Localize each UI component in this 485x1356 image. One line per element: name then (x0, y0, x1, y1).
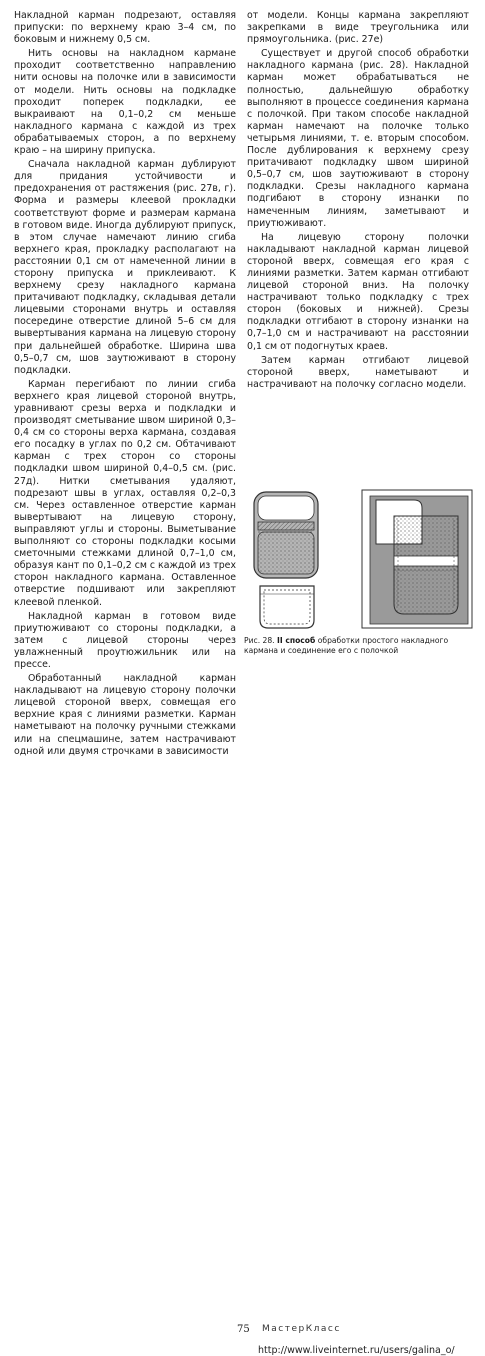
front-panel-drawing (362, 490, 472, 628)
pocket-illustration (244, 486, 476, 631)
left-text-column (14, 10, 236, 758)
magazine-name: МастерКласс (262, 1324, 341, 1334)
finished-pocket-drawing (260, 586, 314, 628)
paragraph: Накладной карман в готовом виде приутюживают со стороны подкладки, а затем с лицевой стороны через увлажненный проутюжильник или на прессе. (14, 610, 236, 670)
paragraph: Обработанный накладной карман накладывают на лицевую сторону полочки лицевой стороной вверх, совмещая его верхние края с линиями разметки. Карман наметывают на полочку ручными стежками или на спецмашине, затем настрачивают одной или двумя строчками в зависимости (14, 673, 236, 757)
paragraph: На лицевую сторону полочки накладывают накладной карман лицевой стороной вверх, совмещая его края с линиями разметки. Затем карман отгибают лицевой стороной вниз. На полочку настрачивают только подкладку с трех сторон (боковых и нижней). Срезы подкладки отгибают в сторону изнанки на 0,7–1,0 см и настрачивают на расстоянии 0,1 см от подогнутых краев. (247, 231, 469, 352)
paragraph: Существует и другой способ обработки накладного кармана (рис. 28). Накладной карман может обрабатываться не полностью, дальнейшую обработку выполняют в процессе соединения кармана с полочкой. При таком способе накладной карман намечают на полочке только четырьмя линиями, т. е. вторым способом. После дублирования к верхнему срезу притачивают подкладку швом шириной 0,5–0,7 см, шов заутюживают в сторону подкладки. Срезы накладного кармана подгибают в сторону изнанки по намеченным линиям, заметывают и приутюживают. (247, 48, 469, 229)
paragraph: Сначала накладной карман дублируют для придания устойчивости и предохранения от растяжения (рис. 27в, г). Форма и размеры клеевой прокладки соответствуют форме и размерам кармана в готовом виде. Иногда дублируют припуск, в этом случае намечают линию сгиба верхнего края, прокладку располагают на расстоянии 0,1 см от намеченной линии в сторону припуска и приклеивают. К верхнему срезу накладного кармана притачивают подкладку, складывая детали лицевыми сторонами внутрь и оставляя посередине отверстие длиной 5–6 см для вывертывания кармана на лицевую сторону при дальнейшей обработке. Ширина шва 0,5–0,7 см, шов заутюживают в сторону подкладки. (14, 159, 236, 376)
figure-caption (244, 636, 466, 656)
caption-text: обработки простого накладного кармана и соединение его с полочкой (244, 636, 449, 655)
page-number: 75 (237, 1324, 250, 1335)
caption-bold: II способ (277, 636, 316, 645)
paragraph: Накладной карман подрезают, оставляя припуски: по верхнему краю 3–4 см, по боковым и нижнему 0,5 см. (14, 10, 236, 46)
caption-label: Рис. 28. (244, 636, 275, 645)
paragraph: Нить основы на накладном кармане проходит соответственно направлению нити основы на полочке или в зависимости от модели. Нить основы на подкладке проходит поперек подкладки, ее выкраивают на 0,1–0,2 см меньше накладного кармана с каждой из трех обрабатываемых сторон, а по верхнему краю – на ширину припуска. (14, 48, 236, 157)
pocket-lining-drawing (254, 492, 318, 578)
paragraph: от модели. Концы кармана закрепляют закрепками в виде треугольника или прямоугольника. (рис. 27е) (247, 10, 469, 46)
source-url[interactable]: http://www.liveinternet.ru/users/galina_o/ (258, 1345, 455, 1356)
paragraph: Затем карман отгибают лицевой стороной вверх, наметывают и настрачивают на полочку согласно модели. (247, 354, 469, 390)
right-text-column (247, 10, 469, 391)
paragraph: Карман перегибают по линии сгиба верхнего края лицевой стороной внутрь, уравнивают срезы верха и подкладки и производят сметывание швом шириной 0,3–0,4 см со стороны верха кармана, создавая его посадку в углах по 0,2 см. Обтачивают карман с трех сторон со стороны подкладки швом шириной 0,4–0,5 см. (рис. 27д). Нитки сметывания удаляют, подрезают швы в углах, оставляя 0,2–0,3 см. Через оставленное отверстие карман вывертывают на лицевую сторону, выправляют углы и стороны. Выметывание выполняют со стороны подкладки косыми сметочными стежками длиной 0,7–1,0 см, образуя кант по 0,1–0,2 см с каждой из трех сторон накладного кармана. Оставленное отверстие подшивают или закрепляют клеевой пленкой. (14, 378, 236, 608)
